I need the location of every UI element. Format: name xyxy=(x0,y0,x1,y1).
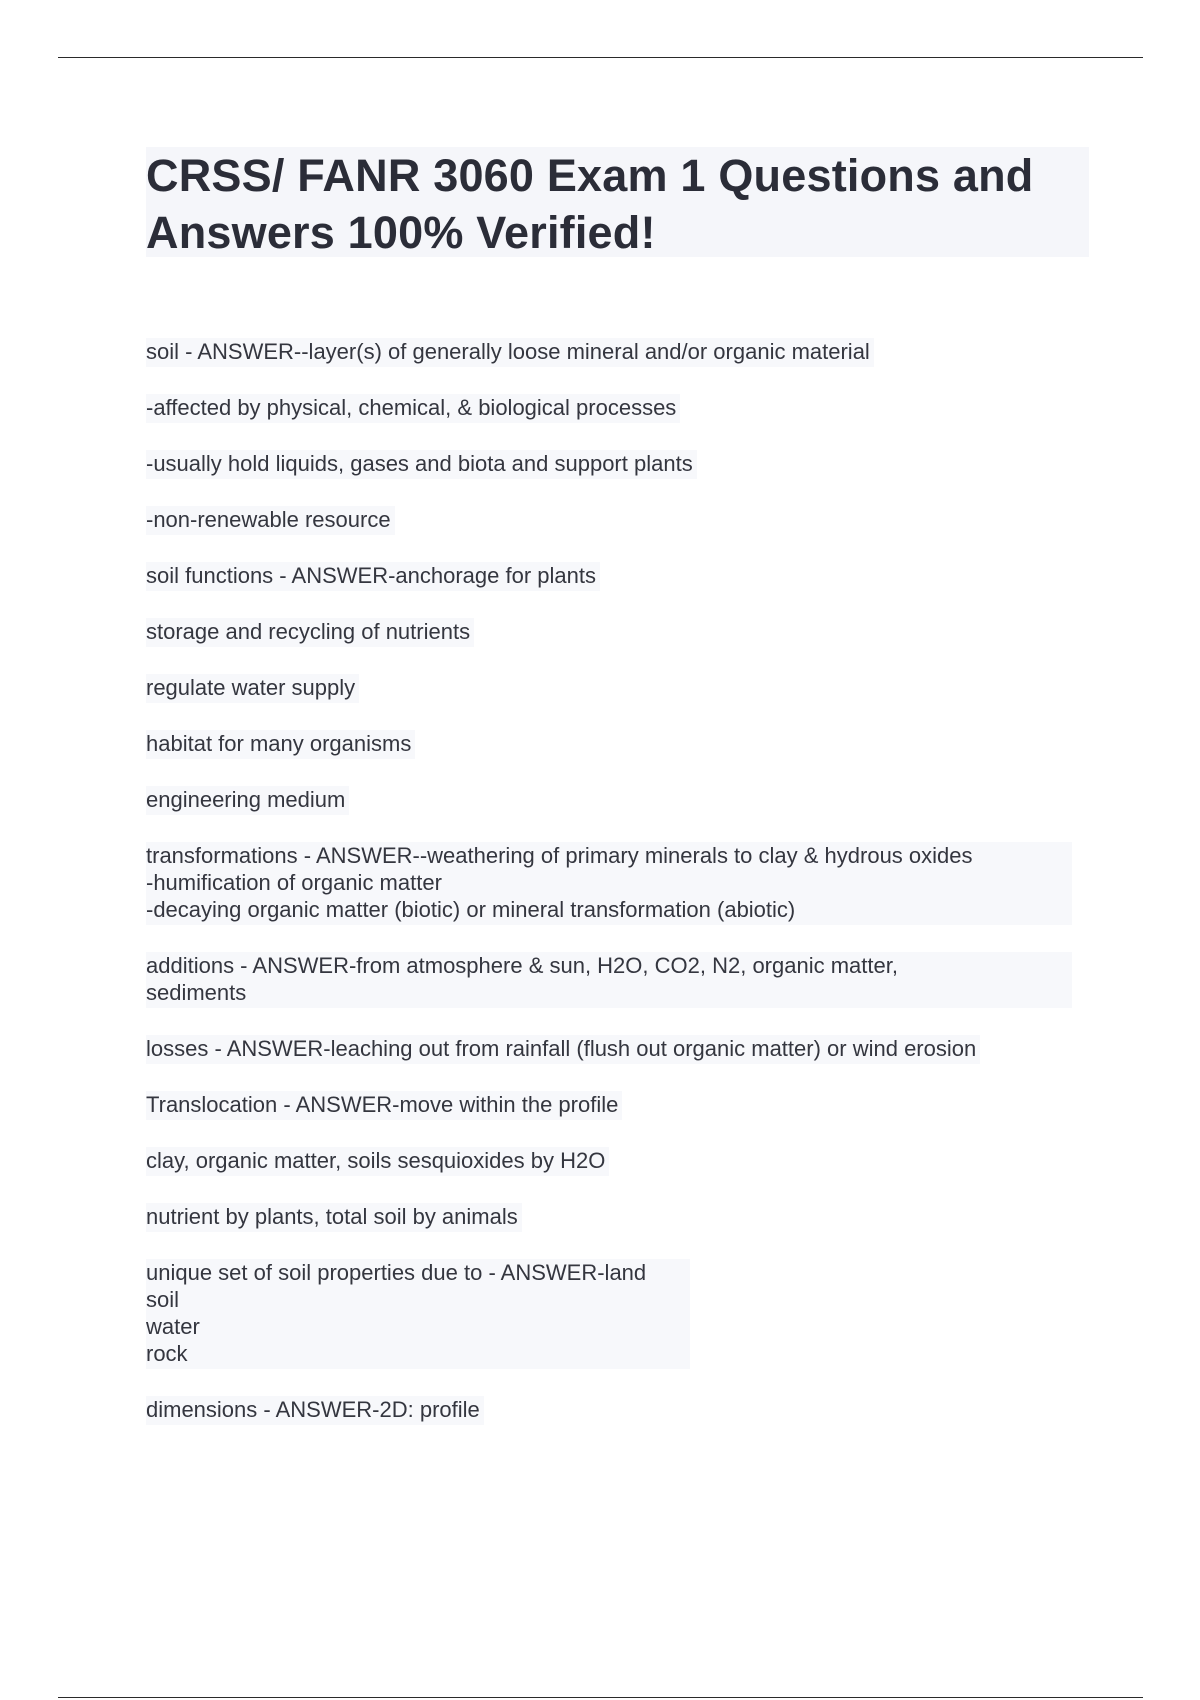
title-block xyxy=(146,147,1089,257)
qa-entry: unique set of soil properties due to - ANSWER-land soil water rock xyxy=(146,1259,690,1369)
qa-entry: losses - ANSWER-leaching out from rainfall (flush out organic matter) or wind erosion xyxy=(146,1035,980,1064)
bottom-rule xyxy=(58,1697,1143,1698)
qa-entry: soil functions - ANSWER-anchorage for plants xyxy=(146,562,600,591)
qa-entry: soil - ANSWER--layer(s) of generally loose mineral and/or organic material xyxy=(146,338,874,367)
qa-entry: habitat for many organisms xyxy=(146,730,415,759)
qa-entry: nutrient by plants, total soil by animals xyxy=(146,1203,522,1232)
qa-entry: transformations - ANSWER--weathering of primary minerals to clay & hydrous oxides -humification of organic matter -decaying organic matter (biotic) or mineral transformation (abiotic) xyxy=(146,842,1072,925)
qa-entry: clay, organic matter, soils sesquioxides by H2O xyxy=(146,1147,609,1176)
qa-entry: additions - ANSWER-from atmosphere & sun, H2O, CO2, N2, organic matter, sediments xyxy=(146,952,1072,1008)
qa-entry: -affected by physical, chemical, & biological processes xyxy=(146,394,680,423)
top-rule xyxy=(58,57,1143,58)
qa-entry: engineering medium xyxy=(146,786,349,815)
qa-entry: -usually hold liquids, gases and biota and support plants xyxy=(146,450,697,479)
qa-entry: -non-renewable resource xyxy=(146,506,395,535)
qa-entry: Translocation - ANSWER-move within the profile xyxy=(146,1091,622,1120)
document-title: CRSS/ FANR 3060 Exam 1 Questions and Answers 100% Verified! xyxy=(146,150,1034,258)
qa-entry: regulate water supply xyxy=(146,674,359,703)
qa-entry: storage and recycling of nutrients xyxy=(146,618,474,647)
qa-entry: dimensions - ANSWER-2D: profile xyxy=(146,1396,484,1425)
qa-list xyxy=(146,338,1106,1452)
